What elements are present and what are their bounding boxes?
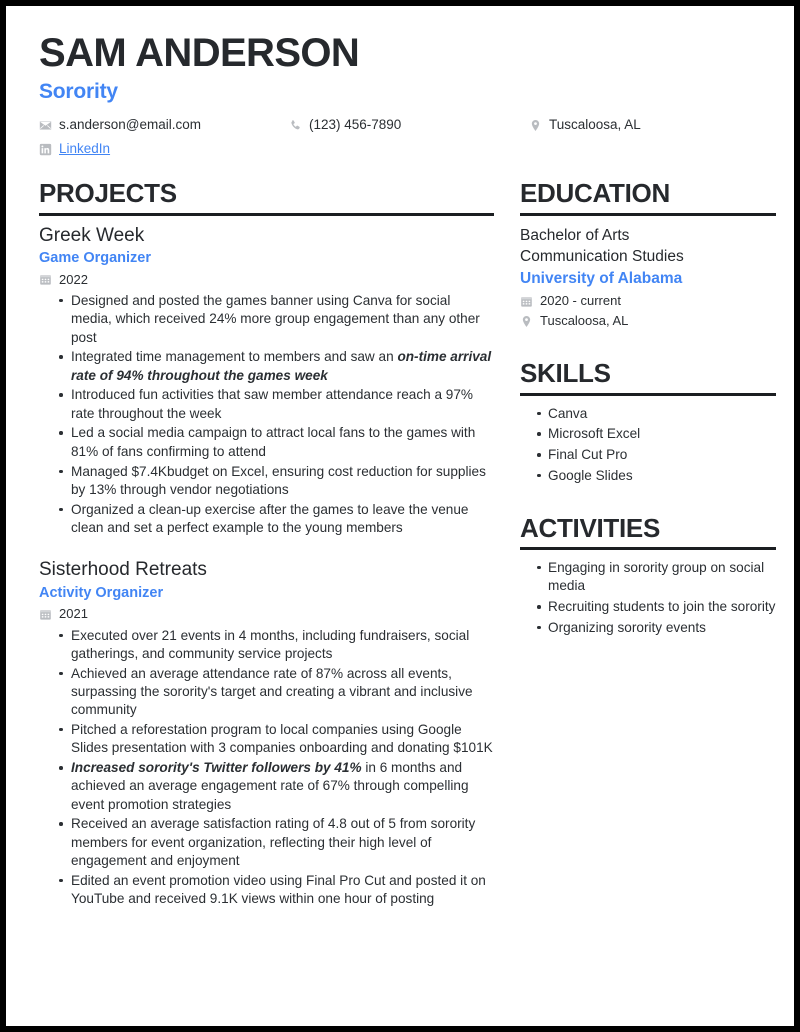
education-location (520, 313, 776, 330)
contact-linkedin[interactable] (39, 141, 289, 157)
section-education (520, 179, 776, 329)
left-column (39, 179, 494, 909)
bullet-item (59, 501, 494, 538)
project-entry (39, 225, 494, 538)
bullet-text: Designed and posted the games banner using Canva for social media, which received 24% more group engagement than any other post (71, 292, 480, 345)
bullet-item (59, 424, 494, 461)
list-item (537, 405, 776, 424)
bullet-item (59, 815, 494, 870)
candidate-name: SAM ANDERSON (39, 31, 360, 75)
bullet-text: Achieved an average attendance rate of 87% across all events, surpassing the sorority's target and creating a vibrant and inclusive community (71, 665, 473, 718)
section-skills (520, 359, 776, 485)
bullet-text: Executed over 21 events in 4 months, including fundraisers, social gatherings, and community service projects (71, 627, 470, 661)
project-date-text: 2021 (59, 606, 88, 622)
education-date (520, 293, 776, 310)
bullet-item (59, 721, 494, 758)
phone-icon (289, 119, 302, 132)
project-role: Activity Organizer (39, 584, 164, 601)
bullet-text: Received an average satisfaction rating of 4.8 out of 5 from sorority members for event organization, reflecting their high level of engagement and enjoyment (71, 816, 476, 868)
candidate-role: Sorority (39, 80, 118, 103)
education-date-text: 2020 - current (540, 292, 621, 308)
location-pin-icon (529, 119, 542, 132)
education-school: University of Alabama (520, 270, 683, 288)
project-name: Sisterhood Retreats (39, 559, 207, 581)
education-heading: EDUCATION (520, 178, 670, 209)
contact-phone-text: (123) 456-7890 (309, 117, 402, 133)
list-item (537, 559, 776, 597)
bullet-text: Introduced fun activities that saw member attendance reach a 97% rate throughout the week (71, 387, 473, 421)
skills-divider (520, 393, 776, 396)
bullet-text: Edited an event promotion video using Final Pro Cut and posted it on YouTube and received 9.1K views within one hour of posting (71, 872, 486, 907)
contact-location-text: Tuscaloosa, AL (549, 117, 641, 133)
bullet-item (59, 665, 494, 720)
resume-body (39, 178, 776, 909)
bullet-text: Organized a clean-up exercise after the games to leave the venue clean and set a perfect example to the young members (71, 501, 469, 535)
calendar-icon (39, 273, 52, 286)
calendar-icon (520, 295, 533, 308)
activity-text: Recruiting students to join the sorority (548, 599, 776, 615)
education-field: Communication Studies (520, 247, 684, 265)
projects-divider (39, 213, 494, 216)
bullet-item (59, 872, 494, 909)
skill-text: Google Slides (548, 467, 633, 483)
contact-email-text: s.anderson@email.com (59, 117, 202, 133)
bullet-item (59, 627, 494, 664)
project-name: Greek Week (39, 224, 145, 246)
projects-heading: PROJECTS (39, 178, 177, 209)
bullet-item (59, 348, 494, 385)
project-role: Game Organizer (39, 250, 152, 267)
bullet-item (59, 386, 494, 423)
education-degree: Bachelor of Arts (520, 226, 630, 244)
contact-phone (289, 117, 529, 133)
education-divider (520, 213, 776, 216)
list-item (537, 425, 776, 444)
skills-heading: SKILLS (520, 358, 611, 389)
project-bullets (39, 292, 494, 537)
contact-info (39, 117, 764, 157)
bullet-item (59, 759, 494, 814)
activities-list (520, 559, 776, 638)
linkedin-icon (39, 143, 52, 156)
bullet-text: Managed $7.4Kbudget on Excel, ensuring cost reduction for supplies by 13% through vendor negotiations (71, 463, 486, 497)
contact-email (39, 117, 289, 133)
project-entry (39, 559, 494, 908)
activities-divider (520, 547, 776, 550)
skills-list (520, 405, 776, 486)
right-column (520, 179, 776, 909)
bullet-item (59, 292, 494, 347)
calendar-icon (39, 608, 52, 621)
bullet-text-pre: Integrated time management to members and saw an (71, 349, 398, 365)
list-item (537, 598, 776, 617)
skill-text: Final Cut Pro (548, 447, 628, 463)
skill-text: Canva (548, 405, 588, 421)
project-date (39, 606, 494, 622)
bullet-text-post: in 6 months and achieved an average engagement rate of 67% through compelling event promotion strategies (71, 760, 469, 812)
contact-location (529, 117, 764, 133)
activity-text: Organizing sorority events (548, 619, 706, 635)
section-activities (520, 514, 776, 638)
contact-linkedin-text[interactable]: LinkedIn (59, 141, 111, 157)
section-projects (39, 179, 494, 908)
bullet-text: Pitched a reforestation program to local companies using Google Slides presentation with 3 companies onboarding and donating $101K (71, 721, 493, 756)
bullet-text-emphasis: Increased sorority's Twitter followers by 41% (71, 760, 362, 776)
activity-text: Engaging in sorority group on social media (548, 559, 765, 594)
bullet-text-emphasis: on-time arrival rate of 94% throughout the games week (71, 349, 492, 383)
resume-header (39, 32, 764, 157)
list-item (537, 467, 776, 486)
project-date (39, 272, 494, 288)
project-bullets (39, 627, 494, 909)
project-date-text: 2022 (59, 271, 88, 287)
list-item (537, 619, 776, 638)
education-location-text: Tuscaloosa, AL (540, 312, 629, 328)
skill-text: Microsoft Excel (548, 426, 641, 442)
bullet-text: Led a social media campaign to attract local fans to the games with 81% of fans confirming to attend (71, 425, 476, 459)
list-item (537, 446, 776, 465)
activities-heading: ACTIVITIES (520, 512, 661, 543)
location-pin-icon (520, 315, 533, 328)
envelope-icon (39, 119, 52, 132)
bullet-item (59, 463, 494, 500)
